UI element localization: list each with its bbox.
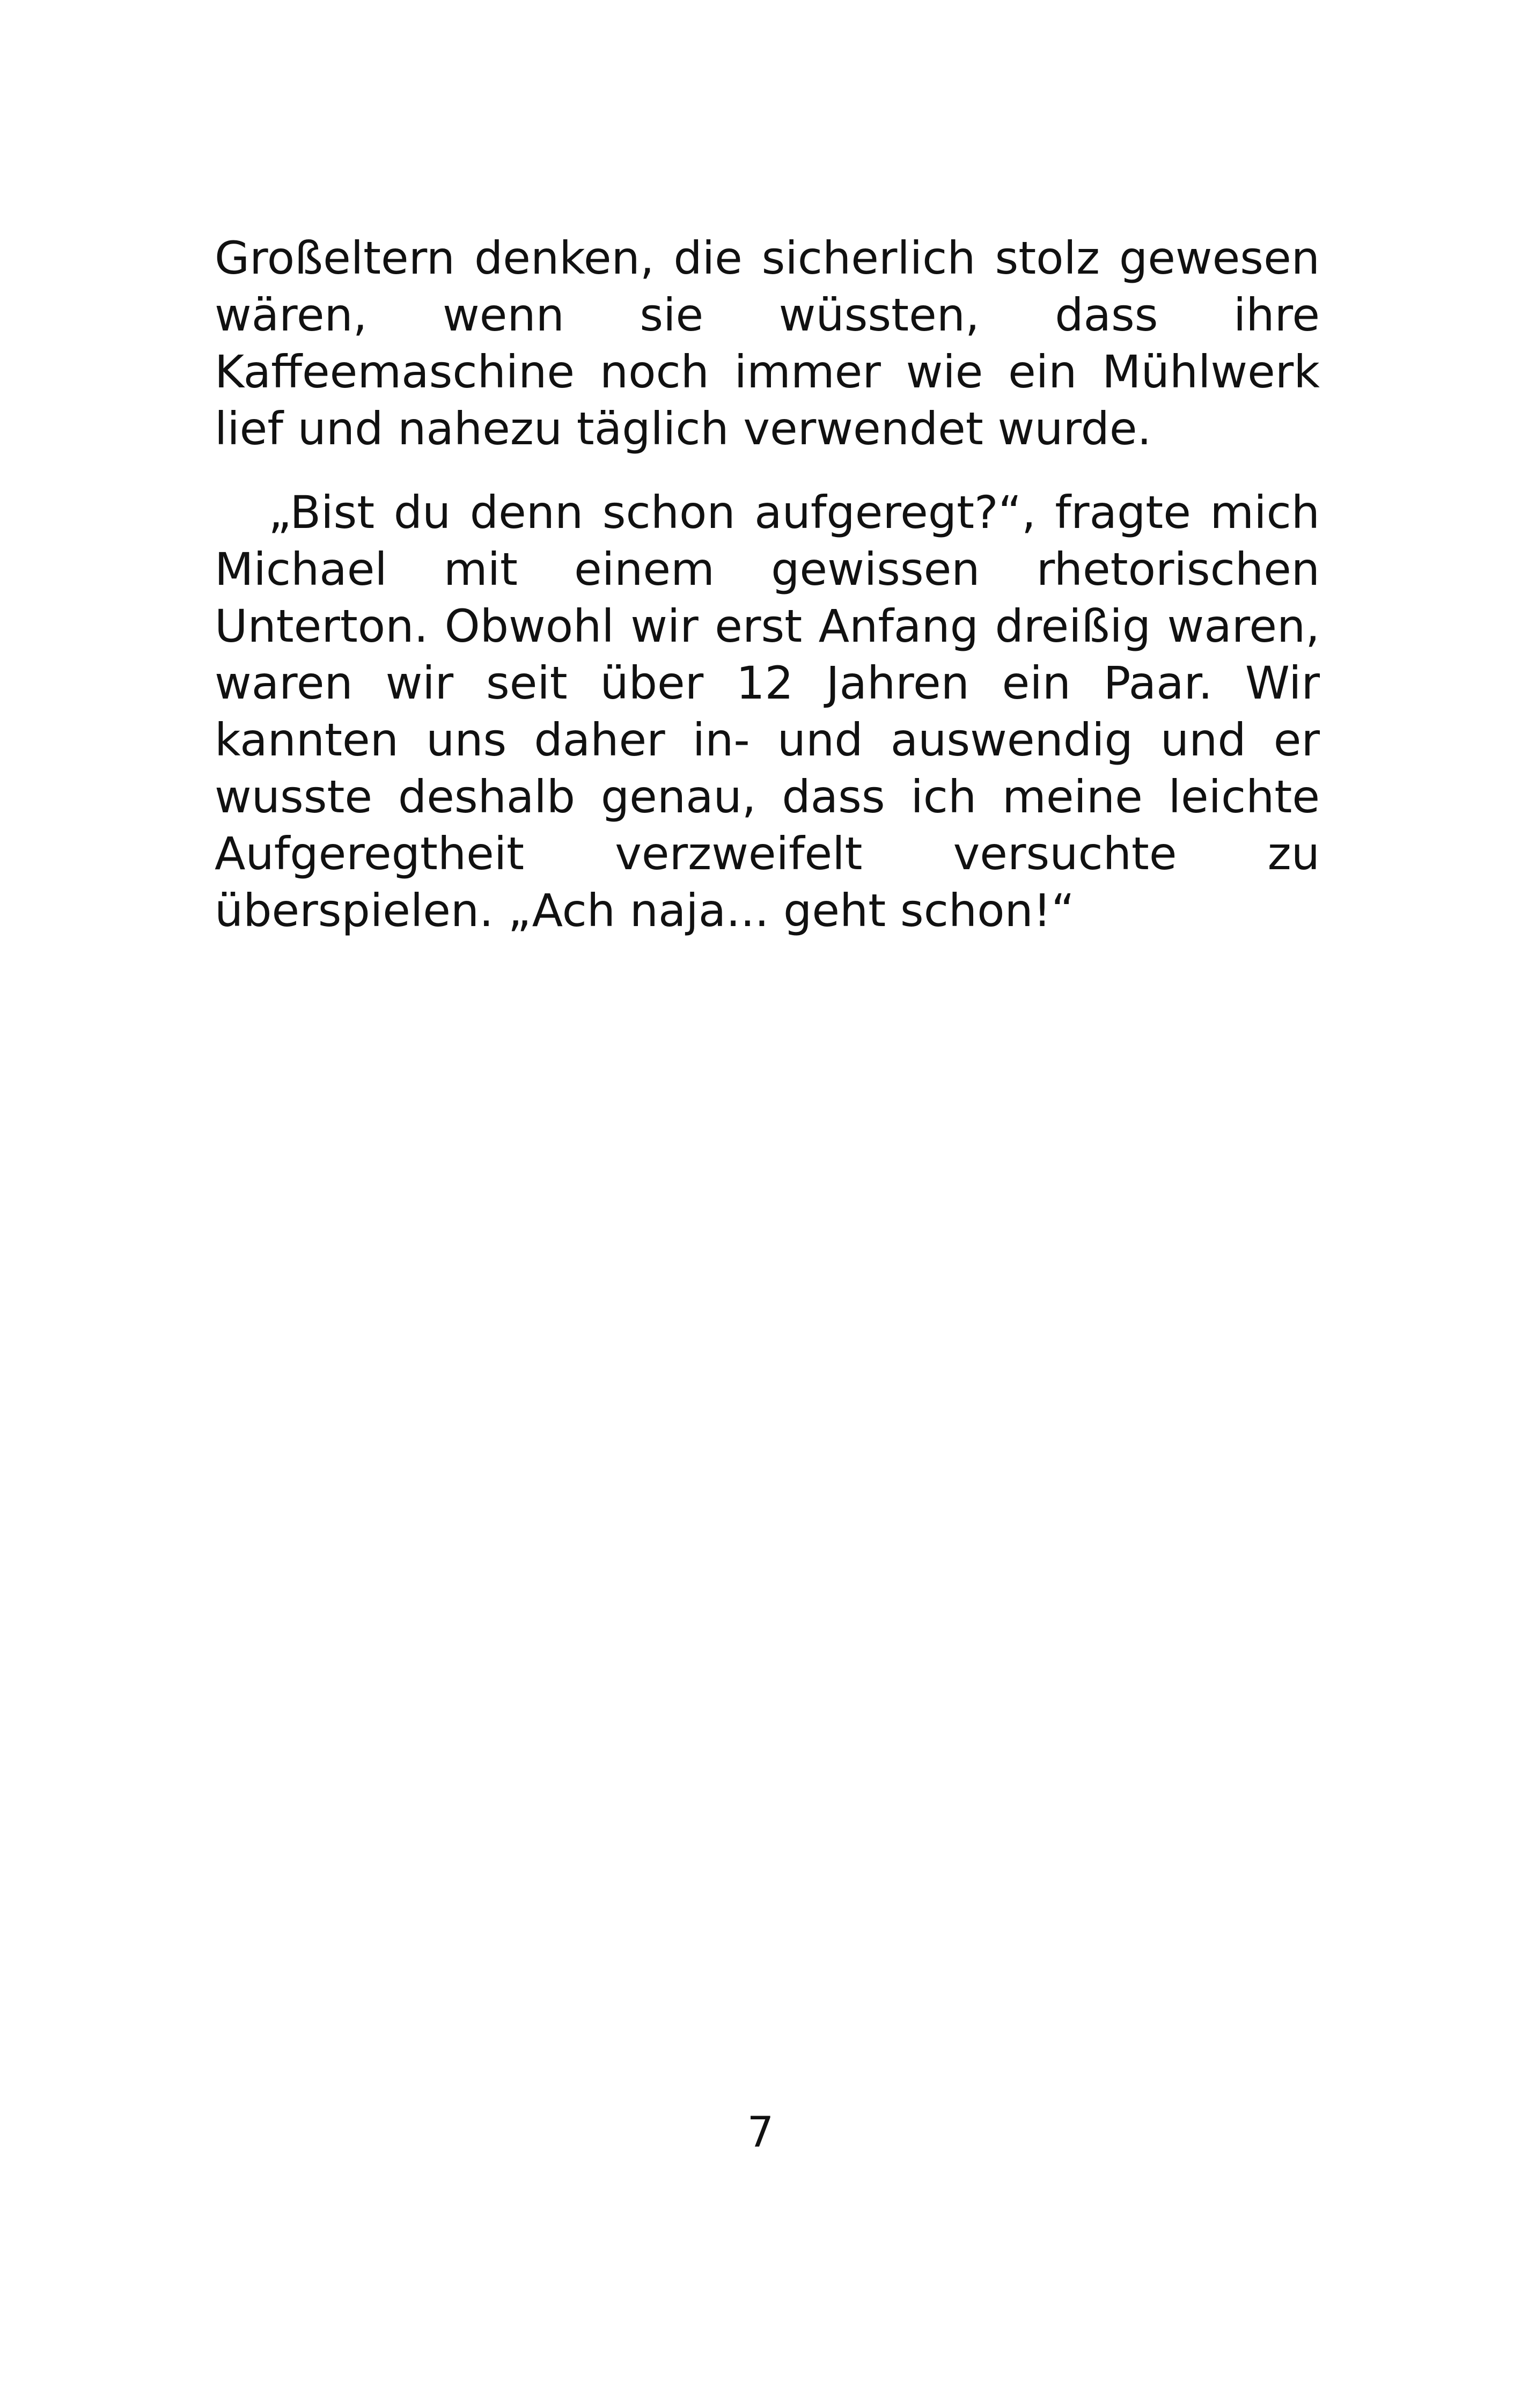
body-text	[215, 230, 1320, 939]
paragraph-continuation: Großeltern denken, die sicherlich stolz gewesen wären, wenn sie wüssten, dass ihre Kaffeemaschine noch immer wie ein Mühlwerk lief und nahezu täglich verwendet wurde.	[215, 232, 1320, 455]
paragraph-dialogue: „Bist du denn schon aufgeregt?“, fragte mich Michael mit einem gewissen rhetorischen Unterton. Obwohl wir erst Anfang dreißig waren, waren wir seit über 12 Jahren ein Paar. Wir kannten uns daher in- und auswendig und er wusste deshalb genau, dass ich meine leichte Aufgeregtheit verzweifelt versuchte zu überspielen. „Ach naja... geht schon!“	[215, 486, 1320, 937]
page-number: 7	[747, 2109, 774, 2157]
